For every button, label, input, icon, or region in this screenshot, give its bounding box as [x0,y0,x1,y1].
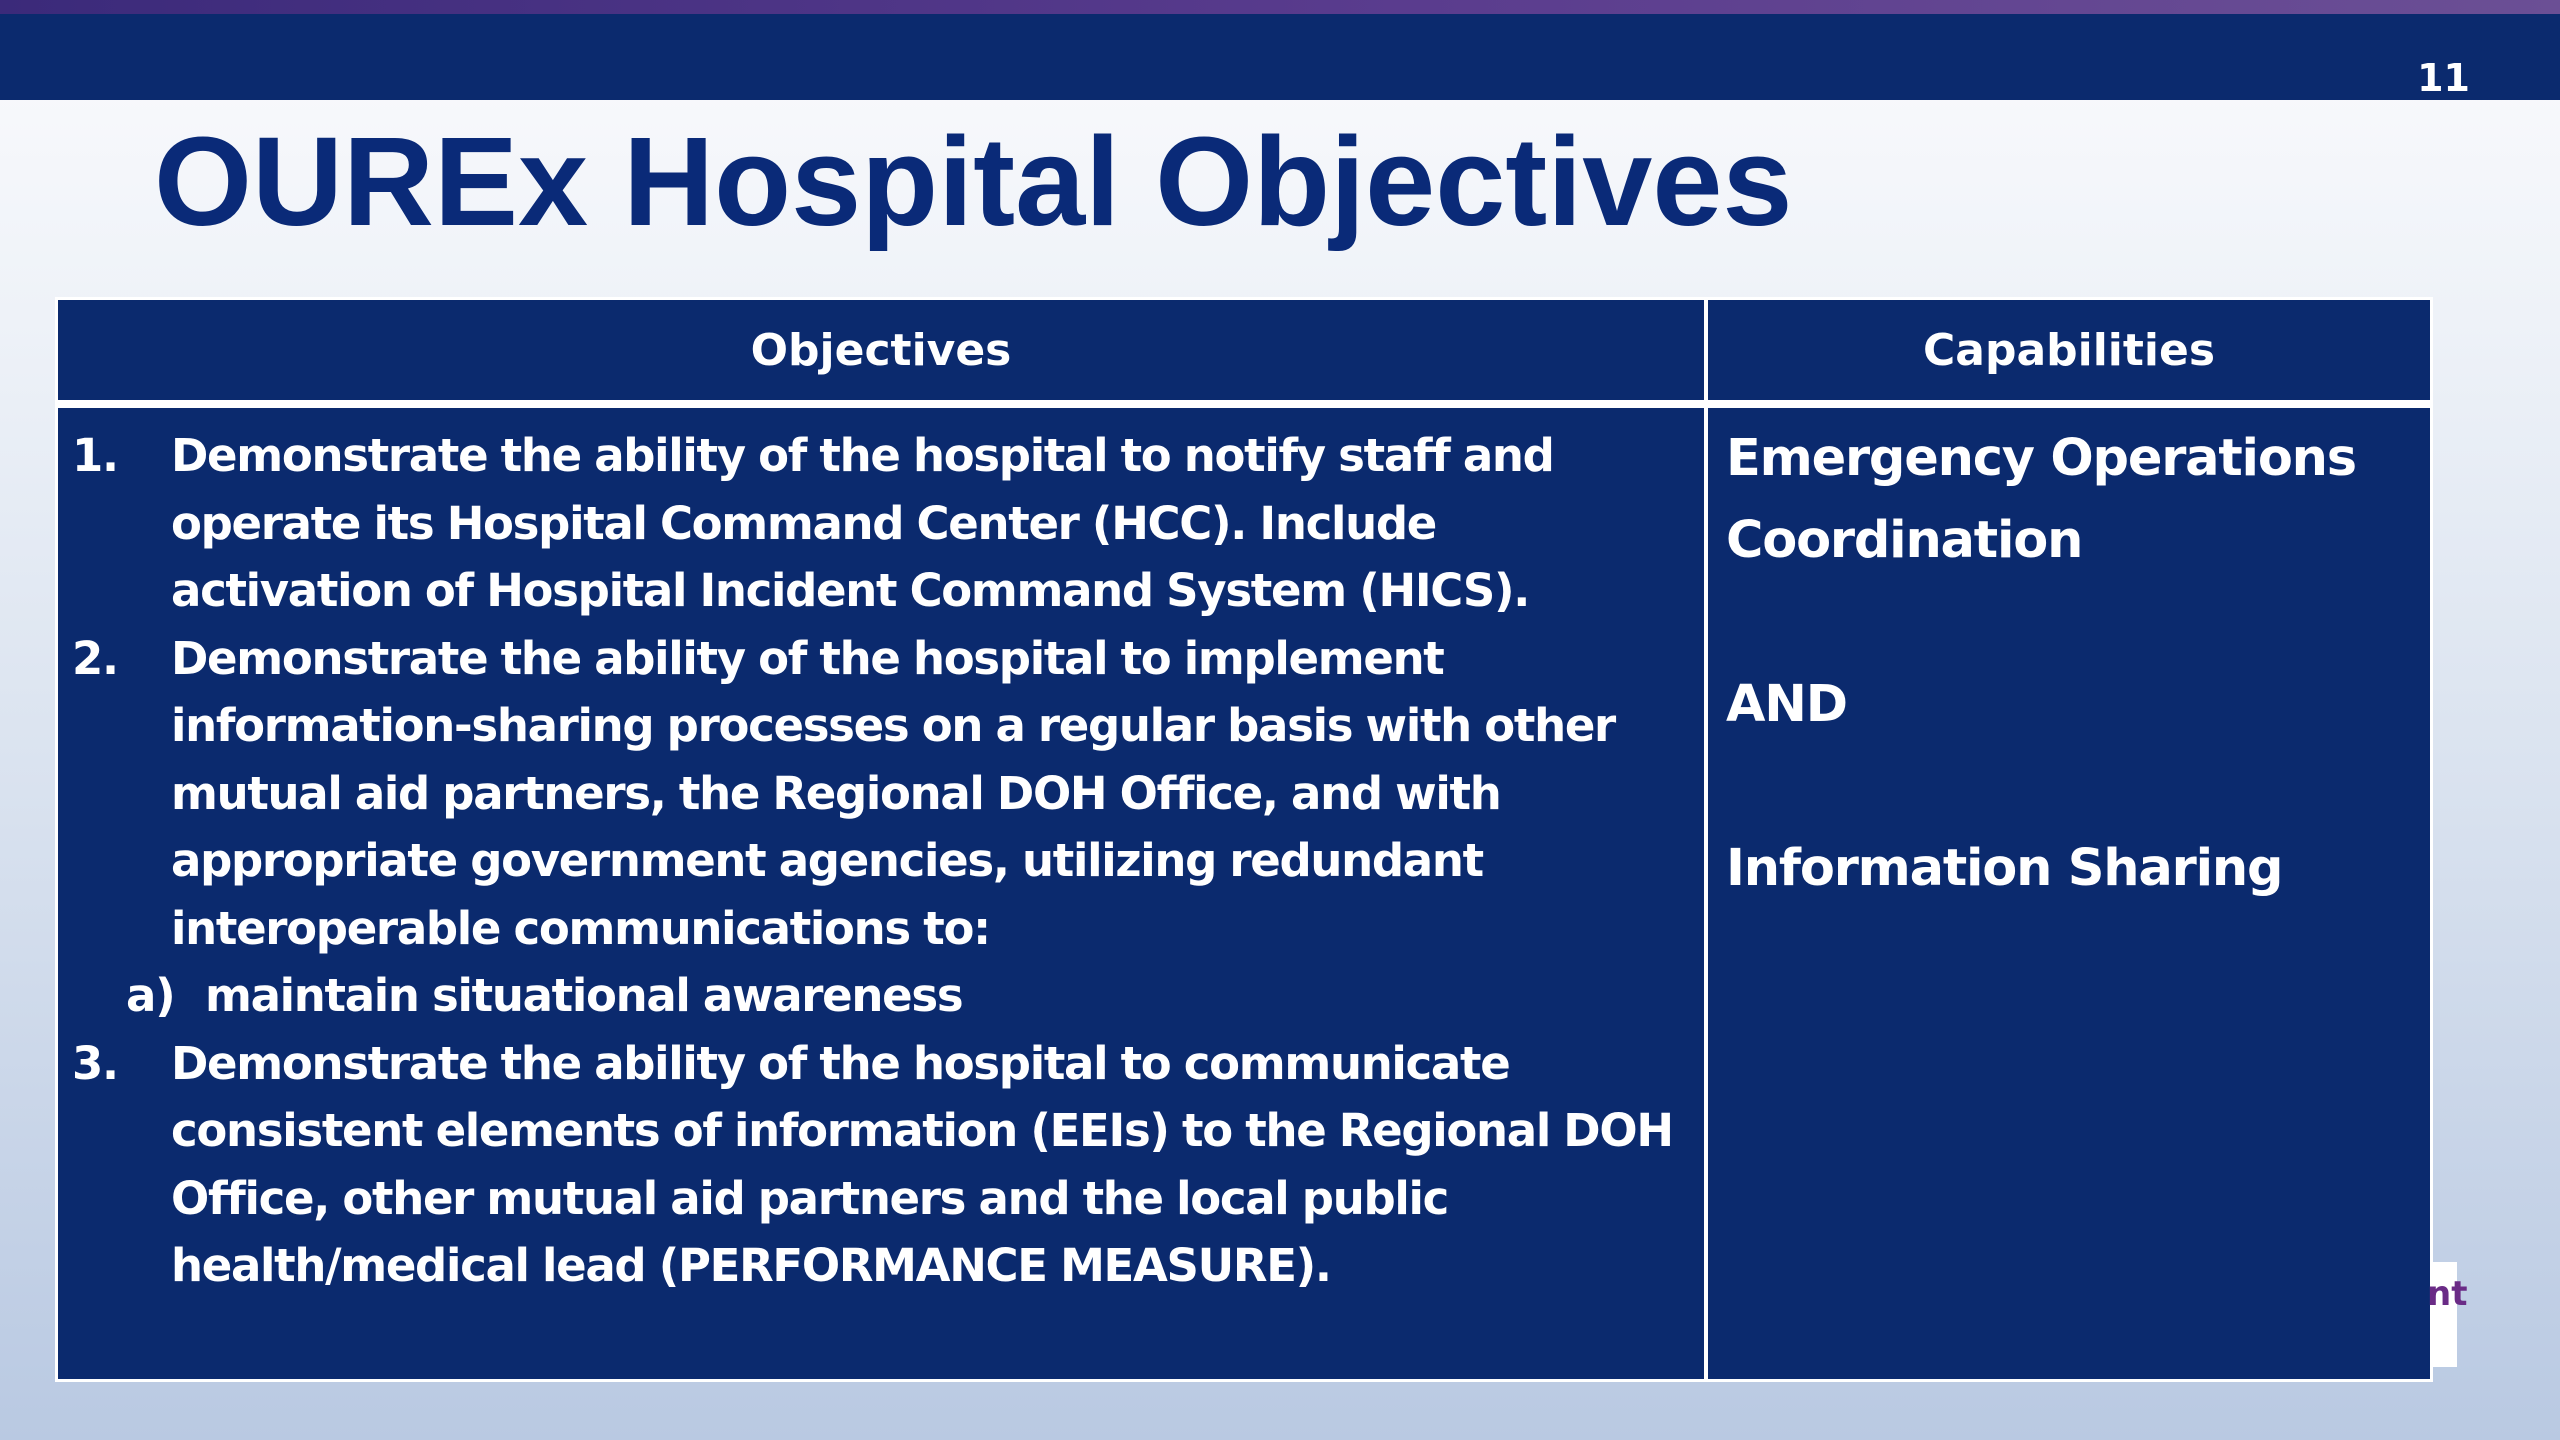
slide-number: 11 [2417,56,2470,100]
offslide-fragment [2427,1262,2468,1367]
objectives-header-label: Objectives [750,324,1012,376]
objectives-header [58,300,1704,400]
objective-number: 3. [72,1036,118,1090]
slide-title: OUREx Hospital Objectives [154,111,1793,252]
capability-spacer [1726,582,2430,664]
header-bar [0,14,2560,100]
objective-text: Demonstrate the ability of the hospital to communicate consistent elements of information (EEIs) to the Regional DOH Office, other mutual aid partners and the local public health/medical lead (PERFORMANCE MEASURE). [171,1036,1673,1292]
objective-item [58,1030,1704,1300]
capability-info-sharing: Information Sharing [1726,839,2283,898]
capabilities-header [1708,300,2430,400]
objective-sub-item [92,962,1684,1030]
objective-number: 1. [72,429,118,482]
capabilities-header-label: Capabilities [1922,324,2216,376]
sub-item-text: maintain situational awareness [205,969,963,1022]
capabilities-cell [1708,408,2430,1379]
capability-eoc: Emergency Operations Coordination [1726,429,2356,570]
sub-item-marker: a) [126,969,175,1022]
objectives-list [58,422,1704,1300]
offslide-fragment-text: nt [2427,1274,2468,1314]
objectives-table [55,297,2433,1382]
objective-item [58,422,1704,625]
objective-item [58,625,1704,1030]
capability-spacer [1726,746,2430,828]
objective-number: 2. [72,631,118,685]
objective-text: Demonstrate the ability of the hospital to notify staff and operate its Hospital Command Center (HCC). Include activation of Hospital Incident Command System (HICS). [171,429,1554,617]
objective-text: Demonstrate the ability of the hospital to implement information-sharing processes on a regular basis with other mutual aid partners, the Regional DOH Office, and with appropriate government agencies, utilizing redundant interoperable communications to: [171,631,1615,955]
capability-connector: AND [1726,675,1847,734]
objectives-cell [58,408,1704,1379]
top-accent-stripe [0,0,2560,14]
